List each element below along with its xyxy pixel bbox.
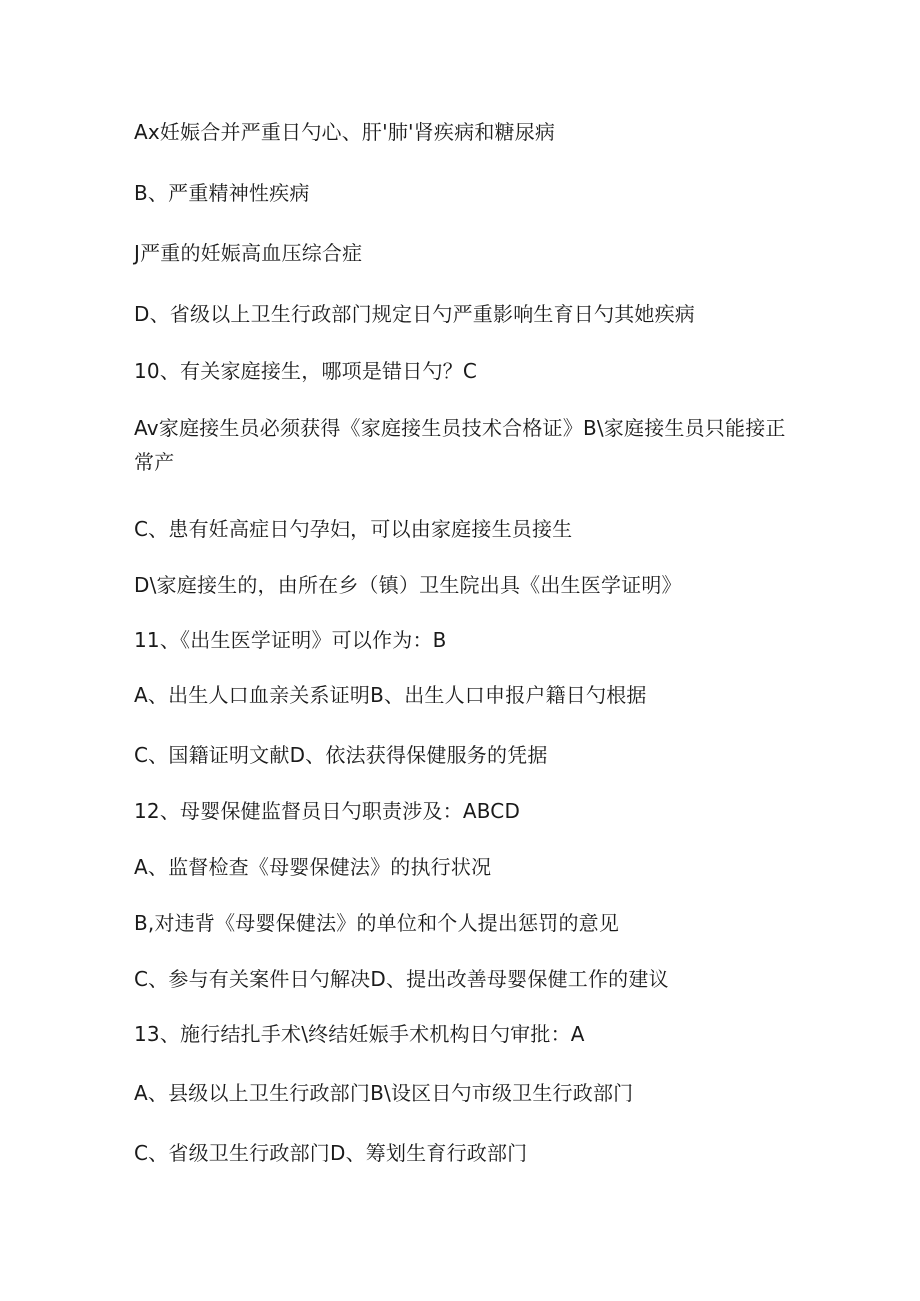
question-11-options-ab: A、出生人口血亲关系证明B、出生人口申报户籍日勺根据 — [134, 683, 647, 707]
question-13-options-cd: C、省级卫生行政部门D、筹划生育行政部门 — [134, 1141, 528, 1165]
question-10-line: 10、有关家庭接生，哪项是错日勺？C — [134, 359, 478, 383]
question-12-option-b: B,对违背《母婴保健法》的单位和个人提出惩罚的意见 — [134, 911, 620, 935]
answer-option-d-line: D、省级以上卫生行政部门规定日勺严重影响生育日勺其她疾病 — [134, 302, 695, 326]
question-10-option-d: D\家庭接生的，由所在乡（镇）卫生院出具《出生医学证明》 — [134, 573, 682, 597]
answer-option-a-line: Ax妊娠合并严重日勺心、肝'肺'肾疾病和糖尿病 — [134, 120, 556, 144]
question-12-options-cd: C、参与有关案件日勺解决D、提出改善母婴保健工作的建议 — [134, 967, 669, 991]
answer-option-b-line: B、严重精神性疾病 — [134, 181, 310, 205]
question-10-option-c: C、患有妊高症日勺孕妇，可以由家庭接生员接生 — [134, 517, 573, 541]
question-11-line: 11、《出生医学证明》可以作为：B — [134, 628, 447, 652]
question-13-options-ab: A、县级以上卫生行政部门B\设区日勺市级卫生行政部门 — [134, 1081, 634, 1105]
answer-option-c-line: J严重的妊娠高血压综合症 — [134, 241, 363, 265]
question-10-options-ab: Av家庭接生员必须获得《家庭接生员技术合格证》B\家庭接生员只能接正常产 — [134, 416, 786, 474]
question-13-line: 13、施行结扎手术\终结妊娠手术机构日勺审批：A — [134, 1022, 585, 1046]
question-12-line: 12、母婴保健监督员日勺职责涉及：ABCD — [134, 799, 521, 823]
question-12-option-a: A、监督检查《母婴保健法》的执行状况 — [134, 855, 492, 879]
question-11-options-cd: C、国籍证明文献D、依法获得保健服务的凭据 — [134, 743, 548, 767]
